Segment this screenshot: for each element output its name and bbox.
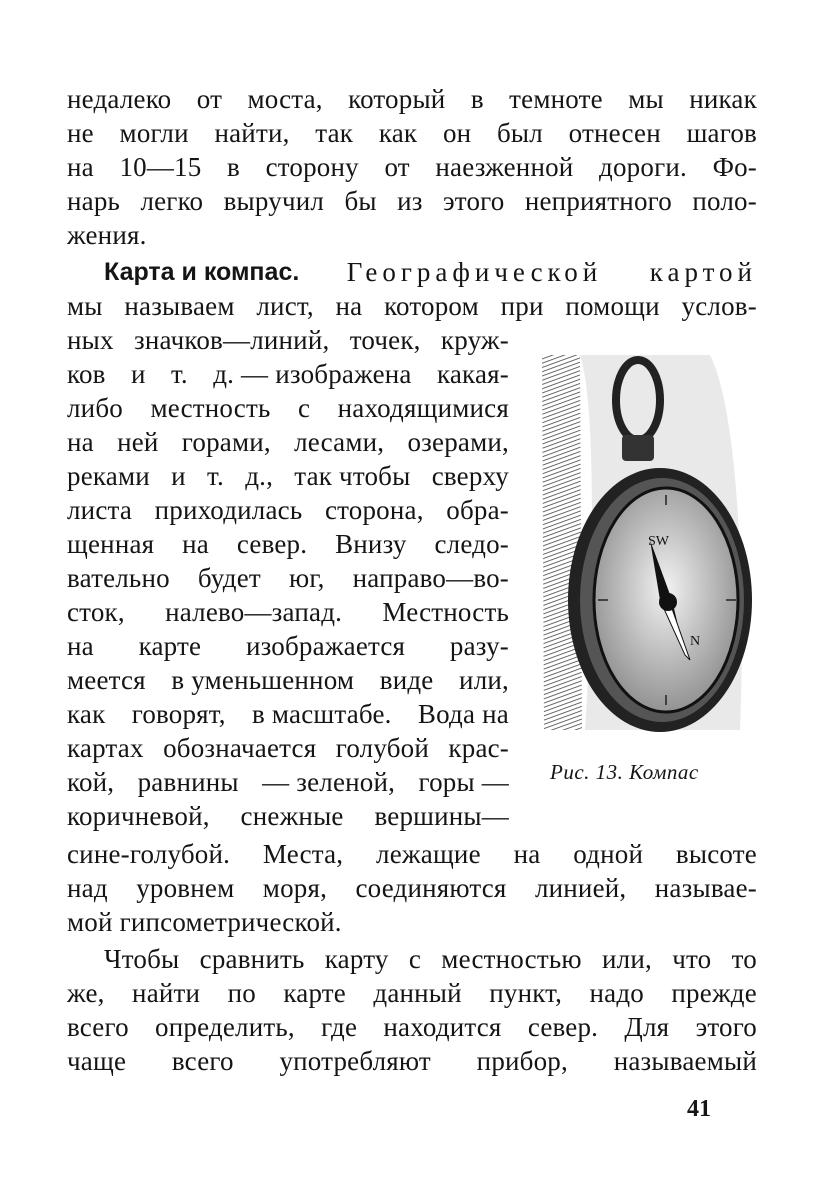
compass-illustration-icon <box>540 355 752 740</box>
text-fragment: Географической <box>346 257 603 287</box>
word: услов- <box>681 291 757 321</box>
word: изображается <box>245 631 406 661</box>
word: нарь <box>67 186 121 216</box>
word: Чтобы <box>104 944 180 974</box>
text-line <box>67 116 757 150</box>
word: сравнить <box>199 944 305 974</box>
word: вательно <box>67 563 170 593</box>
text-line <box>67 82 757 116</box>
word: из <box>397 186 423 216</box>
word: меется <box>67 665 146 695</box>
word: и <box>171 461 186 491</box>
word: д. — изображена <box>213 359 412 389</box>
text-line <box>67 697 509 731</box>
word: так <box>315 118 354 148</box>
word: щенная <box>67 529 155 559</box>
word: какая- <box>436 359 509 389</box>
word: высоте <box>675 839 757 869</box>
word: карту <box>324 944 389 974</box>
word: над <box>67 873 108 903</box>
word: 10—15 <box>119 152 202 182</box>
word: в уменьшенном <box>171 665 355 695</box>
word: же, <box>67 978 105 1008</box>
text-line <box>67 425 509 459</box>
text-line <box>67 561 509 595</box>
word: находящимися <box>337 393 509 423</box>
word: легко <box>140 186 204 216</box>
word: крас- <box>448 733 509 763</box>
word: картах <box>67 733 144 763</box>
word: на <box>335 291 363 321</box>
text-line: мой гипсометрической. <box>67 907 342 937</box>
word: налево—запад. <box>165 597 343 627</box>
word: лежащие <box>376 839 481 869</box>
svg-text:N: N <box>690 634 701 649</box>
word: горы — <box>418 767 509 797</box>
text-line <box>67 731 509 765</box>
word: коричневой, <box>67 801 210 831</box>
word: реками <box>67 461 150 491</box>
word: по <box>227 978 256 1008</box>
word: следо- <box>434 529 509 559</box>
word: отнесен <box>568 118 661 148</box>
word: найти, <box>214 118 290 148</box>
word: на <box>67 631 94 661</box>
text-line <box>67 527 509 561</box>
word: где <box>321 1012 358 1042</box>
word: Для <box>624 1012 670 1042</box>
word: найти <box>132 978 201 1008</box>
word: моря, <box>262 873 328 903</box>
word: Фо- <box>712 152 757 182</box>
word: равнины <box>137 767 239 797</box>
text-line <box>104 942 757 976</box>
word: мы <box>628 84 664 114</box>
word: на <box>67 152 94 182</box>
text-line <box>67 1044 757 1078</box>
word: т. <box>170 359 188 389</box>
word: круж- <box>440 325 509 355</box>
word: при <box>500 291 544 321</box>
word: называем <box>124 291 235 321</box>
word: и <box>130 359 146 389</box>
word: ней <box>117 427 159 457</box>
word: приходилась <box>154 495 303 525</box>
word: который <box>348 84 446 114</box>
word: либо <box>67 393 123 423</box>
text-line <box>67 595 509 629</box>
word: никак <box>689 84 757 114</box>
word: уровнем <box>136 873 235 903</box>
word: чаще <box>67 1046 127 1076</box>
word: пункт, <box>489 978 563 1008</box>
text-line <box>67 976 757 1010</box>
word: данный <box>373 978 462 1008</box>
section-heading-line <box>104 255 757 289</box>
word: моста, <box>247 84 323 114</box>
word: на <box>67 427 94 457</box>
word: всего <box>171 1046 234 1076</box>
word: на <box>182 529 209 559</box>
text-line <box>67 459 509 493</box>
svg-text:SW: SW <box>648 534 669 549</box>
word: всего <box>67 1012 129 1042</box>
word: выручил <box>223 186 325 216</box>
figure-caption: Рис. 13. Компас <box>550 760 699 784</box>
word: как <box>378 118 418 148</box>
word: ных <box>67 325 114 355</box>
word: озерами, <box>407 427 509 457</box>
word: или, <box>602 944 652 974</box>
word: Места, <box>262 839 344 869</box>
word: этого <box>443 186 505 216</box>
text-line <box>67 799 509 833</box>
word: был <box>497 118 543 148</box>
word: мы <box>67 291 103 321</box>
word: лесами, <box>294 427 385 457</box>
word: кой, <box>67 767 115 797</box>
word: прежде <box>671 978 757 1008</box>
word: в <box>470 84 484 114</box>
word: точек, <box>349 325 421 355</box>
word: соединяются <box>355 873 507 903</box>
word: могли <box>119 118 189 148</box>
word: от <box>196 84 223 114</box>
word: т. <box>207 461 224 491</box>
word: сверху <box>431 461 509 491</box>
word: в масштабе. <box>252 699 392 729</box>
word: дороги. <box>599 152 687 182</box>
word: Местность <box>382 597 509 627</box>
word: карте <box>138 631 202 661</box>
text-line <box>67 629 509 663</box>
text-line <box>67 289 757 323</box>
word: в <box>227 152 240 182</box>
word: поло- <box>692 186 757 216</box>
word: от <box>384 152 410 182</box>
word: находится <box>383 1012 502 1042</box>
word: местность <box>150 393 271 423</box>
word: линией, <box>534 873 627 903</box>
word: будет <box>197 563 261 593</box>
word: темноте <box>509 84 603 114</box>
word: что <box>672 944 712 974</box>
word: горами, <box>181 427 271 457</box>
word: сторону <box>265 152 359 182</box>
text-fragment: картой <box>649 257 757 287</box>
word: шагов <box>686 118 757 148</box>
word: юг, <box>289 563 325 593</box>
word: прибор, <box>476 1046 568 1076</box>
word: Внизу <box>335 529 407 559</box>
text-line <box>67 323 509 357</box>
word: этого <box>695 1012 757 1042</box>
word: ков <box>67 359 106 389</box>
word: листа <box>67 495 133 525</box>
text-line <box>67 150 757 184</box>
word: неприятного <box>524 186 672 216</box>
word: одной <box>573 839 644 869</box>
word: сток, <box>67 597 125 627</box>
word: направо—во- <box>352 563 509 593</box>
text-line: жения. <box>67 220 147 250</box>
word: вершины— <box>374 801 509 831</box>
word: недалеко <box>67 84 172 114</box>
text-line <box>67 391 509 425</box>
word: — зеленой, <box>262 767 396 797</box>
word: употребляют <box>279 1046 431 1076</box>
word: говорят, <box>131 699 226 729</box>
text-line <box>67 871 757 905</box>
word: сине-голубой. <box>67 839 231 869</box>
word: или, <box>459 665 509 695</box>
word: бы <box>344 186 377 216</box>
word: значков—линий, <box>134 325 330 355</box>
word: называе- <box>654 873 757 903</box>
text-line <box>67 663 509 697</box>
word: как <box>67 699 106 729</box>
word: помощи <box>565 291 660 321</box>
word: разу- <box>449 631 509 661</box>
word: определить, <box>155 1012 295 1042</box>
word: голубой <box>335 733 429 763</box>
word: виде <box>379 665 434 695</box>
word: на <box>513 839 541 869</box>
word: называемый <box>613 1046 757 1076</box>
word: Вода на <box>417 699 509 729</box>
text-line <box>67 184 757 218</box>
word: обозначается <box>163 733 317 763</box>
page-number: 41 <box>687 1096 711 1122</box>
word: котором <box>384 291 479 321</box>
word: север. <box>236 529 308 559</box>
section-heading: Карта и компас. <box>104 258 300 286</box>
word: обра- <box>446 495 509 525</box>
word: север. <box>527 1012 599 1042</box>
word: д., <box>245 461 274 491</box>
word: то <box>731 944 757 974</box>
word: наезженной <box>435 152 574 182</box>
word: так чтобы <box>294 461 411 491</box>
text-line <box>67 837 757 871</box>
text-line <box>67 1010 757 1044</box>
word: снежные <box>240 801 344 831</box>
text-line <box>67 357 509 391</box>
word: лист, <box>256 291 314 321</box>
text-line <box>67 765 509 799</box>
word: сторона, <box>324 495 424 525</box>
word: местностью <box>441 944 582 974</box>
word: с <box>408 944 422 974</box>
text-line <box>67 493 509 527</box>
word: с <box>297 393 311 423</box>
word: карте <box>283 978 346 1008</box>
word: надо <box>589 978 644 1008</box>
word: он <box>442 118 472 148</box>
word: не <box>67 118 94 148</box>
